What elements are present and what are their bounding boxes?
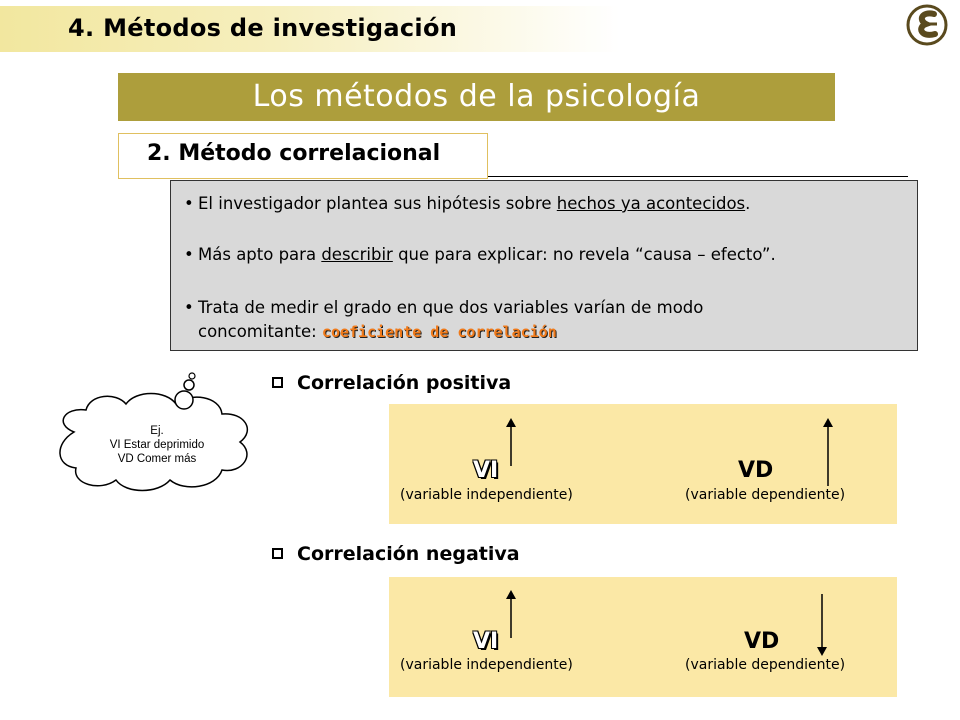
- arrow-up-icon: [503, 590, 519, 640]
- correlation-coefficient-highlight: coeficiente de correlación: [321, 323, 557, 341]
- bubble-line: VI Estar deprimido: [109, 439, 205, 451]
- vd-label: VD: [738, 458, 774, 483]
- vi-description: (variable independiente): [400, 657, 573, 673]
- bullet-underlined: hechos ya acontecidos: [556, 194, 746, 213]
- bullet-item: • El investigador plantea sus hipótesis sobre hechos ya acontecidos.: [184, 194, 751, 213]
- thought-bubble-text: [62, 424, 252, 466]
- vi-label: VI: [473, 629, 499, 654]
- bubble-line: Ej.: [150, 425, 164, 437]
- section-divider: [488, 176, 908, 177]
- bullet-text: que para explicar: no revela “causa – efecto”.: [392, 245, 776, 264]
- vd-description: (variable dependiente): [685, 657, 846, 673]
- checkbox-bullet-icon: [272, 548, 283, 559]
- header-title: 4. Métodos de investigación: [68, 14, 458, 42]
- bullet-text: concomitante:: [198, 322, 322, 341]
- bullet-text: .: [745, 194, 751, 213]
- banner-title: Los métodos de la psicología: [118, 73, 835, 121]
- vi-label: VI: [473, 458, 499, 483]
- arrow-down-icon: [814, 592, 830, 656]
- checkbox-bullet-icon: [272, 377, 283, 388]
- arrow-up-icon: [503, 418, 519, 468]
- bullet-text: Más apto para: [198, 245, 322, 264]
- negative-label-text: Correlación negativa: [297, 543, 520, 565]
- section-title: 2. Método correlacional: [147, 141, 441, 166]
- bullet-item: • Trata de medir el grado en que dos variables varían de modo concomitante: coeficiente de correlación: [184, 298, 704, 341]
- bubble-line: VD Comer más: [117, 453, 197, 465]
- vi-description: (variable independiente): [400, 487, 573, 503]
- positive-correlation-label: [272, 372, 511, 394]
- arrow-up-icon: [820, 418, 836, 488]
- bullet-item: • Más apto para describir que para explicar: no revela “causa – efecto”.: [184, 245, 776, 264]
- vd-label: VD: [744, 629, 780, 654]
- bullet-underlined: describir: [321, 245, 393, 264]
- vd-description: (variable dependiente): [685, 487, 846, 503]
- positive-label-text: Correlación positiva: [297, 372, 512, 394]
- bullet-text: Trata de medir el grado en que dos variables varían de modo: [198, 298, 704, 317]
- bullet-text: El investigador plantea sus hipótesis sobre: [198, 194, 557, 213]
- epsilon-logo-icon: [906, 2, 952, 48]
- negative-correlation-label: [272, 543, 520, 565]
